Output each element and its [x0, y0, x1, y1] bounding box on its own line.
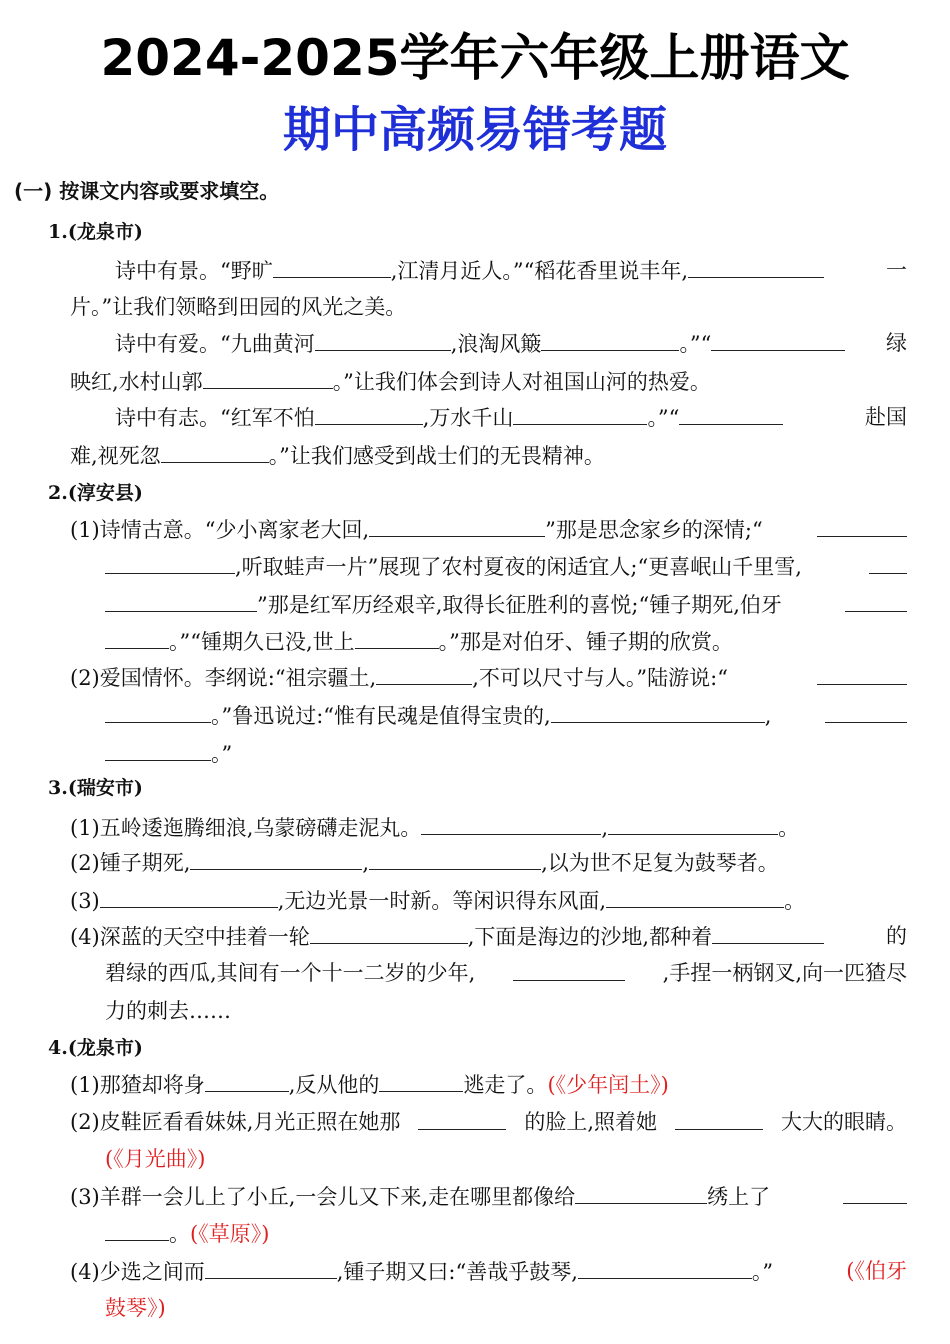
text: (4)深蓝的天空中挂着一轮: [70, 925, 310, 949]
q4-item4-line1: [70, 1256, 907, 1287]
blank[interactable]: [205, 1256, 337, 1279]
q2-line4: [105, 626, 733, 657]
blank[interactable]: [845, 589, 907, 612]
q2-line3: [105, 589, 907, 620]
q2-line6: [105, 700, 907, 731]
q3-item2: [70, 847, 779, 878]
text: (3): [70, 889, 100, 913]
text: ,手捏一柄钢叉,向一匹猹尽: [662, 961, 907, 985]
page-title: 2024-2025学年六年级上册语文: [100, 29, 850, 87]
text: 映红,水村山郭: [70, 370, 203, 394]
text: ,反从他的: [288, 1073, 380, 1097]
q4-item3-line1: [70, 1181, 907, 1212]
text: 。”鲁迅说过:“惟有民魂是值得宝贵的,: [211, 704, 551, 728]
q3-label: 3.(瑞安市): [48, 777, 143, 799]
blank[interactable]: [105, 589, 257, 612]
q1-line5: [115, 402, 907, 433]
blank[interactable]: [675, 1107, 763, 1130]
q1-line1: [115, 255, 907, 286]
text: (2)锺子期死,: [70, 851, 191, 875]
text: 碧绿的西瓜,其间有一个十一二岁的少年,: [105, 961, 476, 985]
source-label: (《草原》): [190, 1222, 270, 1246]
blank[interactable]: [679, 402, 783, 425]
q2-line1: [70, 514, 907, 545]
blank[interactable]: [606, 885, 784, 908]
text: ,听取蛙声一片”展现了农村夏夜的闲适宜人;“更喜岷山千里雪,: [235, 555, 802, 579]
q3-item4-line2: [105, 958, 907, 988]
text: 。”“锺期久已没,世上: [169, 630, 355, 654]
text: 。”“: [679, 332, 712, 356]
q2-line7: [105, 738, 232, 769]
blank[interactable]: [513, 958, 625, 981]
text: ,无边光景一时新。等闲识得东风面,: [277, 889, 607, 913]
source-label: 鼓琴》): [105, 1296, 166, 1320]
q2-label: 2.(淳安县): [48, 482, 143, 504]
text: 的脸上,照着她: [524, 1110, 658, 1134]
blank[interactable]: [712, 921, 824, 944]
text: 难,视死忽: [70, 444, 161, 468]
q3-item1: [70, 812, 799, 843]
blank[interactable]: [105, 738, 211, 761]
blank[interactable]: [376, 662, 472, 685]
blank[interactable]: [315, 402, 423, 425]
text: 的: [886, 924, 907, 948]
source-label: (《月光曲》): [105, 1147, 206, 1171]
q1-line2: 片。”让我们领略到田园的风光之美。: [70, 295, 407, 319]
blank[interactable]: [418, 1107, 506, 1130]
blank[interactable]: [825, 700, 907, 723]
text: (1)五岭逶迤腾细浪,乌蒙磅礴走泥丸。: [70, 816, 422, 840]
text: 。: [778, 816, 800, 840]
blank[interactable]: [369, 514, 545, 537]
blank[interactable]: [688, 255, 824, 278]
text: ,: [764, 704, 772, 728]
text: ”那是思念家乡的深情;“: [545, 518, 763, 542]
q4-item2: [70, 1107, 907, 1137]
text: 。”: [751, 1260, 774, 1284]
text: 。: [169, 1222, 190, 1246]
text: (1)那猹却将身: [70, 1073, 205, 1097]
text: ,江清月近人。”“稻花香里说丰年,: [390, 259, 689, 283]
blank[interactable]: [711, 328, 845, 351]
text: 赴国: [865, 405, 907, 429]
text: 一: [886, 258, 907, 282]
text: 。: [784, 889, 806, 913]
blank[interactable]: [190, 847, 362, 870]
text: 。”: [211, 742, 233, 766]
blank[interactable]: [817, 662, 907, 685]
text: 大大的眼睛。: [780, 1110, 907, 1134]
page-subtitle: 期中高频易错考题: [282, 102, 667, 158]
section-heading: (一) 按课文内容或要求填空。: [14, 179, 280, 203]
text: (1)诗情古意。“少小离家老大回,: [70, 518, 370, 542]
q1-line6: [70, 440, 605, 471]
blank[interactable]: [205, 1069, 289, 1092]
q2-line2: [105, 551, 907, 582]
blank[interactable]: [105, 1218, 169, 1241]
blank[interactable]: [421, 812, 601, 835]
source-label: (《少年闰土》): [547, 1073, 669, 1097]
q1-line3: [115, 328, 907, 359]
text: 绣上了: [707, 1185, 771, 1209]
text: ,不可以尺寸与人。”陆游说:“: [472, 666, 728, 690]
text: ,浪淘风簸: [450, 332, 542, 356]
blank[interactable]: [575, 1181, 707, 1204]
blank[interactable]: [355, 626, 439, 649]
text: (4)少选之间而: [70, 1260, 205, 1284]
text: 诗中有志。“红军不怕: [115, 406, 315, 430]
text: 。”让我们体会到诗人对祖国山河的热爱。: [332, 370, 711, 394]
text: 。”让我们感受到战士们的无畏精神。: [268, 444, 605, 468]
blank[interactable]: [161, 440, 269, 463]
q1-line4: [70, 366, 711, 397]
q4-item1: [70, 1069, 669, 1100]
q3-item3: [70, 885, 805, 916]
text: 逃走了。: [463, 1073, 548, 1097]
blank[interactable]: [541, 328, 679, 351]
blank[interactable]: [843, 1181, 907, 1204]
blank[interactable]: [203, 366, 333, 389]
blank[interactable]: [105, 551, 235, 574]
text: (2)皮鞋匠看看妹妹,月光正照在她那: [70, 1110, 401, 1134]
text: ,: [362, 851, 370, 875]
blank[interactable]: [513, 402, 647, 425]
text: ,以为世不足复为鼓琴者。: [541, 851, 779, 875]
blank[interactable]: [817, 514, 907, 537]
blank[interactable]: [100, 885, 278, 908]
text: ”那是红军历经艰辛,取得长征胜利的喜悦;“锺子期死,伯牙: [257, 593, 782, 617]
blank[interactable]: [369, 847, 541, 870]
q3-item4-line3: 力的刺去……: [105, 999, 231, 1023]
blank[interactable]: [578, 1256, 752, 1279]
blank[interactable]: [105, 626, 169, 649]
text: 绿: [886, 331, 907, 355]
text: ,万水千山: [422, 406, 514, 430]
text: 诗中有爱。“九曲黄河: [115, 332, 315, 356]
q4-label: 4.(龙泉市): [48, 1037, 143, 1059]
blank[interactable]: [273, 255, 391, 278]
blank[interactable]: [310, 921, 468, 944]
text: ,: [601, 816, 609, 840]
text: ,锺子期又曰:“善哉乎鼓琴,: [336, 1260, 578, 1284]
text: ,下面是海边的沙地,都种着: [467, 925, 713, 949]
blank[interactable]: [608, 812, 778, 835]
text: 。”“: [647, 406, 680, 430]
blank[interactable]: [105, 700, 211, 723]
text: 诗中有景。“野旷: [115, 259, 273, 283]
blank[interactable]: [551, 700, 765, 723]
blank[interactable]: [315, 328, 451, 351]
source-label: (《伯牙: [846, 1259, 907, 1283]
blank[interactable]: [869, 551, 907, 574]
q2-line5: [70, 662, 907, 693]
text: (2)爱国情怀。李纲说:“祖宗疆土,: [70, 666, 377, 690]
q1-label: 1.(龙泉市): [48, 221, 143, 243]
text: 。”那是对伯牙、锺子期的欣赏。: [438, 630, 733, 654]
blank[interactable]: [379, 1069, 463, 1092]
q3-item4-line1: [70, 921, 907, 952]
text: (3)羊群一会儿上了小丘,一会儿又下来,走在哪里都像给: [70, 1185, 576, 1209]
q4-item3-line2: [105, 1218, 269, 1249]
